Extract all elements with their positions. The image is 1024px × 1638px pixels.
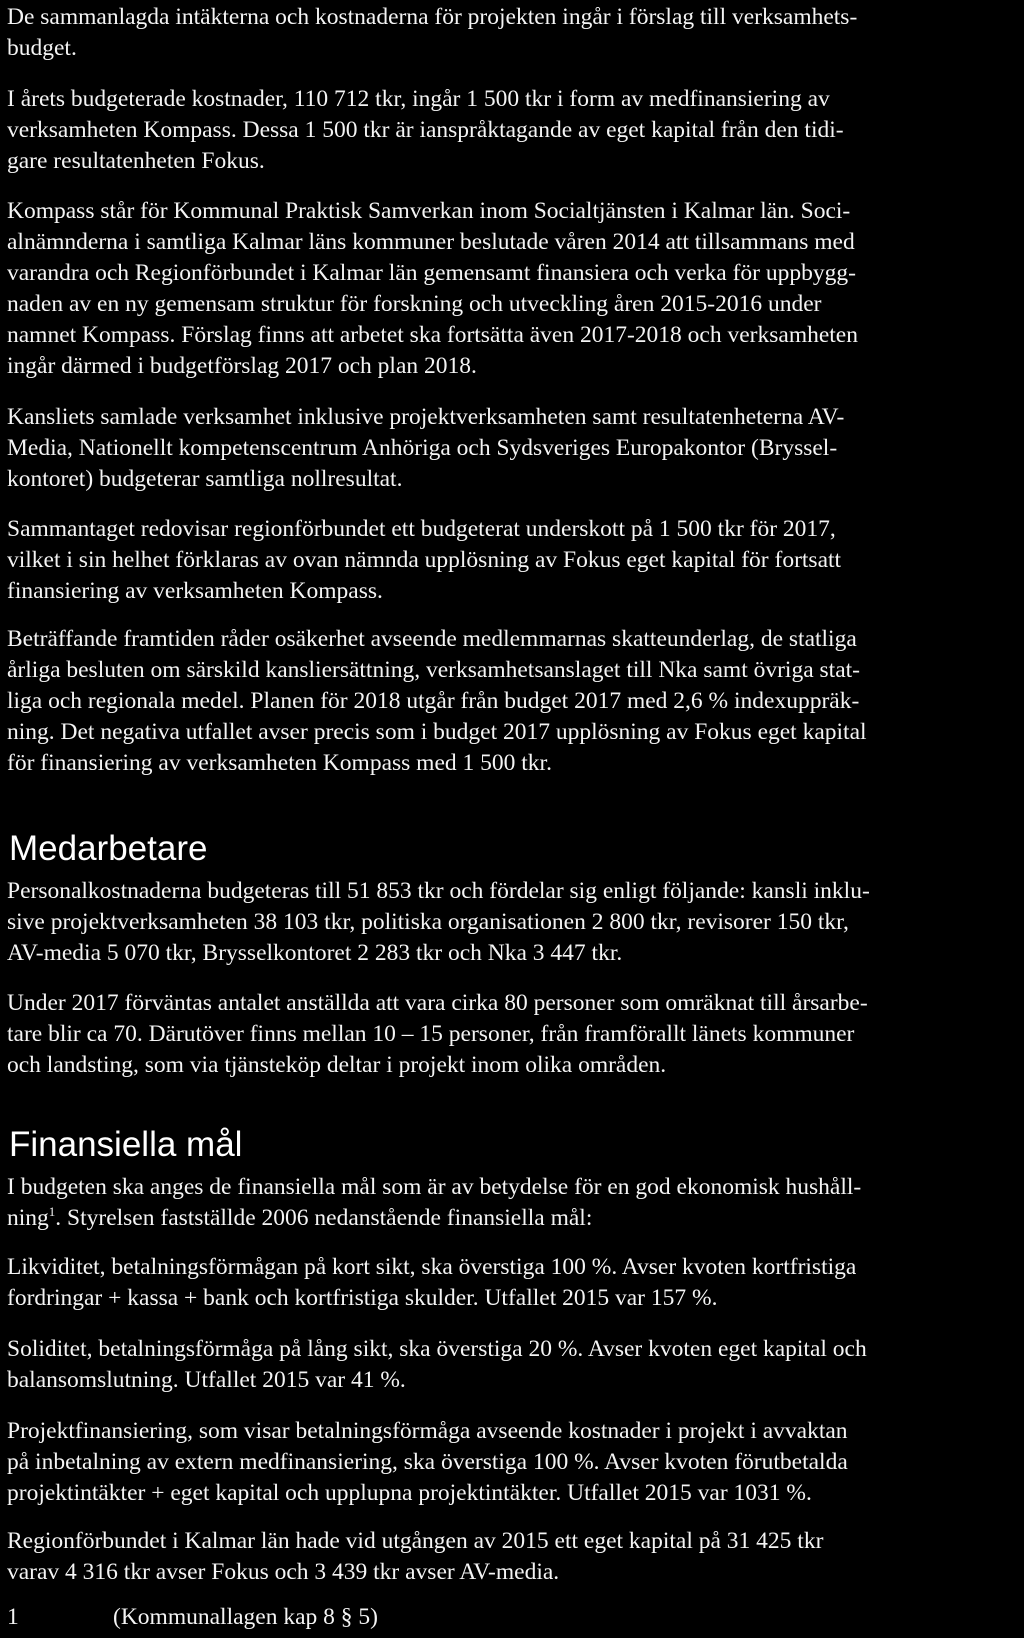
text-line: årliga besluten om särskild kansliersättning, verksamhetsanslaget till Nka samt övriga stat- — [7, 657, 860, 683]
text-line: Regionförbundet i Kalmar län hade vid utgången av 2015 ett eget kapital på 31 425 tkr — [7, 1528, 824, 1554]
paragraph-kansli — [7, 402, 1007, 495]
text-line: för finansiering av verksamheten Kompass med 1 500 tkr. — [7, 750, 552, 776]
text-line: Soliditet, betalningsförmåga på lång sikt, ska överstiga 20 %. Avser kvoten eget kapital och — [7, 1336, 867, 1362]
text-line: AV-media 5 070 tkr, Brysselkontoret 2 283 tkr och Nka 3 447 tkr. — [7, 940, 623, 966]
text-line: I årets budgeterade kostnader, 110 712 tkr, ingår 1 500 tkr i form av medfinansiering av — [7, 86, 830, 112]
section-heading-finansiella-mal: Finansiella mål — [9, 1125, 243, 1164]
text-line: naden av en ny gemensam struktur för forskning och utveckling åren 2015-2016 under — [7, 291, 822, 317]
text-line: vilket i sin helhet förklaras av ovan nämnda upplösning av Fokus eget kapital för fortsatt — [7, 547, 842, 573]
paragraph-summary — [7, 514, 1007, 607]
text-line: Likviditet, betalningsförmågan på kort sikt, ska överstiga 100 %. Avser kvoten kortfristiga — [7, 1254, 857, 1280]
text-line: verksamheten Kompass. Dessa 1 500 tkr är ianspråktagande av eget kapital från den tidi- — [7, 117, 844, 143]
paragraph-budgeted-costs — [7, 84, 1007, 177]
text-line: varav 4 316 tkr avser Fokus och 3 439 tkr avser AV-media. — [7, 1559, 560, 1585]
text-line: Personalkostnaderna budgeteras till 51 853 tkr och fördelar sig enligt följande: kansli inklu- — [7, 878, 870, 904]
text-line: Under 2017 förväntas antalet anställda att vara cirka 80 personer som omräknat till årsarbe- — [7, 990, 868, 1016]
paragraph-financial-goals-intro — [7, 1172, 1007, 1234]
paragraph-eget-kapital — [7, 1526, 1007, 1588]
text-line: liga och regionala medel. Planen för 2018 utgår från budget 2017 med 2,6 % indexuppräk- — [7, 688, 860, 714]
footnote-reference: 1 — [48, 1204, 56, 1219]
text-line: finansiering av verksamheten Kompass. — [7, 578, 383, 604]
paragraph-likviditet — [7, 1252, 1007, 1314]
footnote-number: 1 — [7, 1604, 19, 1630]
footnote — [7, 1602, 378, 1632]
text-line: namnet Kompass. Förslag finns att arbetet ska fortsätta även 2017-2018 och verksamheten — [7, 322, 858, 348]
paragraph-employees — [7, 988, 1007, 1081]
text-line — [7, 1203, 1007, 1234]
text-line: projektintäkter + eget kapital och upplupna projektintäkter. Utfallet 2015 var 1031 %. — [7, 1480, 812, 1506]
text-line: Kompass står för Kommunal Praktisk Samverkan inom Socialtjänsten i Kalmar län. Soci- — [7, 198, 851, 224]
text-line: gare resultatenheten Fokus. — [7, 148, 265, 174]
text-line: budget. — [7, 35, 77, 61]
text-line: Sammantaget redovisar regionförbundet ett budgeterat underskott på 1 500 tkr för 2017, — [7, 516, 836, 542]
text-line: I budgeten ska anges de finansiella mål som är av betydelse för en god ekonomisk hushåll- — [7, 1174, 862, 1200]
text-line: på inbetalning av extern medfinansiering, ska överstiga 100 %. Avser kvoten förutbetalda — [7, 1449, 848, 1475]
text-line: fordringar + kassa + bank och kortfristiga skulder. Utfallet 2015 var 157 %. — [7, 1285, 718, 1311]
paragraph-projektfinansiering — [7, 1416, 1007, 1509]
paragraph-project-budget — [7, 2, 1007, 64]
section-heading-medarbetare: Medarbetare — [9, 829, 208, 868]
text-line: alnämnderna i samtliga Kalmar läns kommuner beslutade våren 2014 att tillsammans med — [7, 229, 855, 255]
text-line: Projektfinansiering, som visar betalningsförmåga avseende kostnader i projekt i avvaktan — [7, 1418, 848, 1444]
text-line: sive projektverksamheten 38 103 tkr, politiska organisationen 2 800 tkr, revisorer 150 tkr, — [7, 909, 849, 935]
text-line: och landsting, som via tjänsteköp deltar i projekt inom olika områden. — [7, 1052, 667, 1078]
paragraph-kompass — [7, 196, 1007, 382]
paragraph-personnel-costs — [7, 876, 1007, 969]
text-line: tare blir ca 70. Därutöver finns mellan 10 – 15 personer, från framförallt länets kommuner — [7, 1021, 855, 1047]
text-line: varandra och Regionförbundet i Kalmar län gemensamt finansiera och verka för uppbygg- — [7, 260, 856, 286]
text-line: ning. Det negativa utfallet avser precis som i budget 2017 upplösning av Fokus eget kapital — [7, 719, 867, 745]
paragraph-soliditet — [7, 1334, 1007, 1396]
text-line: kontoret) budgeterar samtliga nollresultat. — [7, 466, 403, 492]
text-fragment: ning — [7, 1205, 49, 1231]
text-line: Beträffande framtiden råder osäkerhet avseende medlemmarnas skatteunderlag, de statliga — [7, 626, 857, 652]
text-line: balansomslutning. Utfallet 2015 var 41 %. — [7, 1367, 406, 1393]
text-line: ingår därmed i budgetförslag 2017 och plan 2018. — [7, 353, 477, 379]
text-fragment: . Styrelsen fastställde 2006 nedanstående finansiella mål: — [55, 1205, 593, 1231]
footnote-text: (Kommunallagen kap 8 § 5) — [113, 1604, 378, 1630]
paragraph-future — [7, 624, 1007, 779]
text-line: Media, Nationellt kompetenscentrum Anhöriga och Sydsveriges Europakontor (Bryssel- — [7, 435, 838, 461]
text-line: De sammanlagda intäkterna och kostnaderna för projekten ingår i förslag till verksamhets- — [7, 4, 858, 30]
text-line: Kansliets samlade verksamhet inklusive projektverksamheten samt resultatenheterna AV- — [7, 404, 845, 430]
